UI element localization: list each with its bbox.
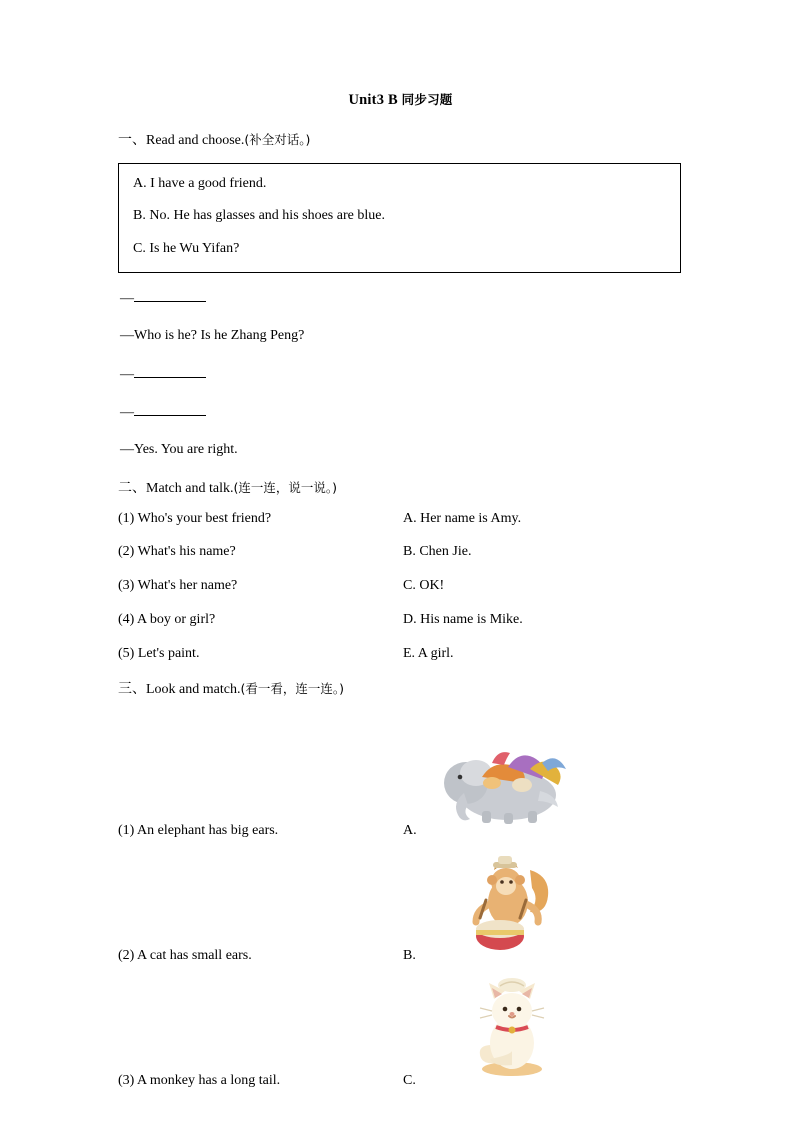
dialog-line-3 [118,365,683,384]
monkey-illustration [456,856,566,952]
match-answer-e: E. A girl. [403,645,454,661]
match-row [118,578,683,595]
section-3-heading [118,680,683,700]
section-3-heading-text: 三、Look and match. [118,681,241,697]
match-question-1: (1) Who's your best friend? [118,510,272,526]
dialog-dash-5: — [120,442,134,458]
page-title [118,90,683,109]
worksheet-content [118,90,683,1093]
dialog-line-2 [118,328,683,345]
answer-blank-2[interactable] [134,365,206,378]
picture-label-c: C. [403,1073,416,1089]
page-title-cn: 同步习题 [401,92,453,107]
section-1-heading-cn: (补全对话。) [244,132,311,147]
dialog-line-5 [118,442,683,459]
section-2-heading [118,479,683,499]
match-row [118,646,683,663]
cat-illustration [466,977,562,1077]
section-2-heading-cn: (连一连，说一说。) [233,479,337,495]
match-answer-c: C. OK! [403,578,445,594]
section-3-heading-cn: (看一看，连一连。) [240,680,344,696]
choice-c: C. Is he Wu Yifan? [133,241,240,257]
match-row [118,511,683,528]
answer-blank-3[interactable] [134,403,206,416]
picture-row [118,968,683,1093]
choice-b: B. No. He has glasses and his shoes are blue. [133,208,385,224]
section-1-heading-text: 一、Read and choose. [118,133,245,148]
match-row [118,544,683,561]
dialog-text-2: Who is he? Is he Zhang Peng? [134,327,305,343]
match-answer-a: A. Her name is Amy. [403,510,522,526]
picture-label-a: A. [403,823,417,839]
picture-row [118,843,683,968]
match-row [118,612,683,629]
match-question-4: (4) A boy or girl? [118,611,216,627]
dialog-line-4 [118,403,683,422]
page-title-main: Unit3 B [348,92,398,108]
answer-blank-1[interactable] [134,289,206,302]
dialog-dash-2: — [120,327,134,343]
picture-row [118,711,683,843]
picture-label-b: B. [403,948,416,964]
match-question-3: (3) What's her name? [118,578,238,594]
match-answer-b: B. Chen Jie. [403,544,472,560]
dialog-dash-4: — [120,405,134,421]
picture-sentence-3: (3) A monkey has a long tail. [118,1073,281,1089]
choice-a: A. I have a good friend. [133,175,267,191]
picture-sentence-1: (1) An elephant has big ears. [118,823,279,839]
dialog-dash-3: — [120,366,134,382]
match-question-2: (2) What's his name? [118,544,236,560]
match-question-5: (5) Let's paint. [118,645,200,661]
dialog-text-5: Yes. You are right. [134,442,238,458]
dialog-dash-1: — [120,290,134,306]
picture-sentence-2: (2) A cat has small ears. [118,948,252,964]
section-1-heading [118,131,683,151]
choices-box [118,163,681,273]
section-2-heading-text: 二、Match and talk. [118,480,234,496]
dialog-line-1 [118,289,683,308]
elephant-illustration [430,733,580,825]
match-answer-d: D. His name is Mike. [403,611,523,627]
